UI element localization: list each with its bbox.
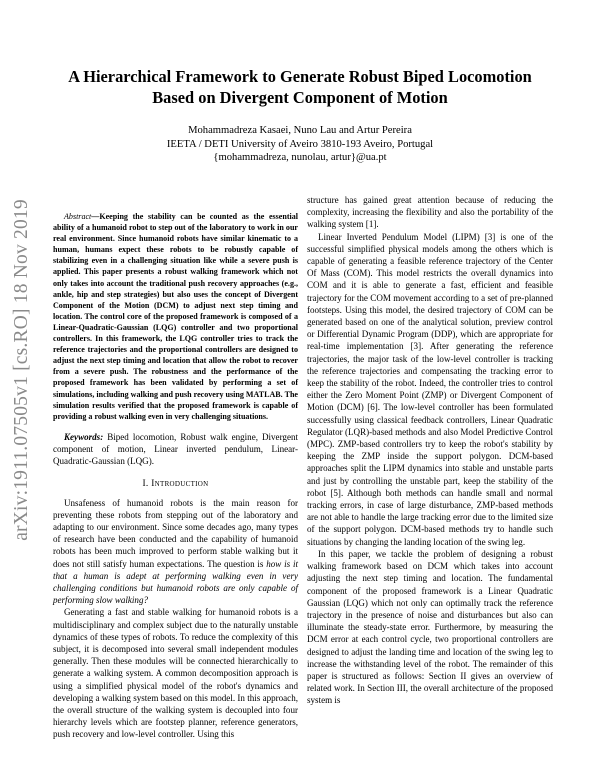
author-names: Mohammadreza Kasaei, Nuno Lau and Artur Pereira [188,125,412,136]
author-emails: {mohammadreza, nunolau, artur}@ua.pt [213,152,387,163]
intro-question: how is it that a human is adept at performing walking even in very challenging conditions but humanoid robots are only capable of performing slow walking? [53,558,298,606]
abstract [53,211,298,422]
abstract-text: —Keeping the stability can be counted as the essential ability of a humanoid robot to step out of the laboratory to work in our real environment. Since humanoid robots have similar kinematic to a human, humans expect these robots to be robustly capable of stabilizing even in a challenging situation like while a severe push is applied. This paper presents a robust walking framework which not only takes into account the traditional push recovery approaches (e.g., ankle, hip and step strategies) but also uses the concept of Divergent Component of the Motion (DCM) to adjust next step timing and location. The control core of the proposed framework is composed of a Linear-Quadratic-Gaussian (LQG) controller and two proportional controllers. In this framework, the LQG controller tries to track the reference trajectories and the proportional controllers are designed to adjust the next step timing and location that allow the robot to recover from a severe push. The robustness and the performance of the proposed framework has been validated by performing a set of simulations, including walking and push recovery using MATLAB. The simulation results verified that the proposed framework is capable of providing a robust walking even in very challenging situations. [53,212,298,421]
right-column [307,194,553,707]
intro-paragraph-lipm: Linear Inverted Pendulum Model (LIPM) [3] is one of the successful simplified physical models among the others which is capable of generating a feasible reference trajectory of the Center Of Mass (COM). This model restricts the overall dynamics into COM and it is able to generate a fast, efficient and feasible trajectory for the COM movement according to a set of pre-planned footsteps. Using this model, the desired trajectory of COM can be generated based on one of the analytical solution, preview control or Differential Dynamic Program (DDP), which are appropriate for real-time implementation [3]. After generating the reference trajectories, the major task of the low-level controller is tracking the reference trajectories and compensating the tracking error to keep the stability of the robot. Indeed, the controller tries to control either the Zero Moment Point (ZMP) or Divergent Component of Motion (DCM) [6]. The low-level controller has been formulated successfully using classical feedback controllers, Linear Quadratic Regulator (LQR)-based methods and also Model Predictive Control (MPC). ZMP-based controllers try to keep the robot's stability by keeping the ZMP inside the support polygon. DCM-based approaches split the LIPM dynamics into stable and unstable parts and just by controlling the unstable part, keep the stability of the robot [5]. Although both methods can handle small and normal tracking errors, in case of large disturbance, ZMP-based methods are not able to handle the large tracking error due to the limited size of the support polygon. DCM-based methods try to handle such situations by changing the landing location of the swing leg. [307,231,553,547]
intro-paragraph-1 [53,497,298,607]
keywords [53,431,298,468]
section-title: Introduction [151,479,209,490]
section-number: I. [142,479,152,490]
author-block [60,124,540,165]
paper-title: A Hierarchical Framework to Generate Robust Biped Locomotion Based on Divergent Component of Motion [68,67,532,107]
intro-paragraph-continued: structure has gained great attention because of reducing the complexity, increasing the flexibility and also the portability of the walking system [1]. [307,195,553,230]
intro-paragraph-1-text: Unsafeness of humanoid robots is the main reason for preventing these robots from stepping out of the laboratory and adapting to our environment. Since some decades ago, many types of research have been conducted and the capability of humanoid robots has been much improved to perform stable walking but it does not still satisfy human expectations. The question is [53,497,298,569]
left-column [53,211,298,741]
arxiv-watermark [3,160,41,580]
intro-paragraph-2: Generating a fast and stable walking for humanoid robots is a multidisciplinary and complex subject due to the naturally unstable dynamics of these types of robots. To reduce the complexity of this subject, it is decomposed into several small independent modules generally. Then these modules will be connected hierarchically to generate a walking system. A common decomposition approach is using a simplified physical model of the robot's dynamics and developing a walking system based on this model. In this approach, the overall structure of the walking system is decoupled into four hierarchy levels which are footstep planner, reference generators, push recovery and low-level controller. Using this [53,607,298,740]
arxiv-id: arXiv:1911.07505v1 [cs.RO] 18 Nov 2019 [11,199,33,541]
section-heading-introduction [53,478,298,490]
abstract-label: Abstract [64,212,92,221]
keywords-label: Keywords: [64,431,104,442]
affiliation: IEETA / DETI University of Aveiro 3810-193 Aveiro, Portugal [166,138,434,150]
keywords-text: Biped locomotion, Robust walk engine, Divergent component of motion, Linear inverted pendulum, Linear-Quadratic-Gaussian (LQG). [53,431,298,467]
intro-paragraph-contribution: In this paper, we tackle the problem of designing a robust walking framework based on DCM which takes into account adjusting the next step timing and location. The fundamental component of the proposed framework is a Linear Quadratic Gaussian (LQG) which not only can optimally track the reference trajectory in the presence of noise and disturbances but also can illuminate the steady-state error. Furthermore, by measuring the DCM error at each control cycle, two proportional controllers are designed to adjust the landing time and location of the swing leg to increase the withstanding level of the robot. The remainder of this paper is structured as follows: Section II gives an overview of related work. In Section III, the overall architecture of the proposed system is [307,548,553,706]
